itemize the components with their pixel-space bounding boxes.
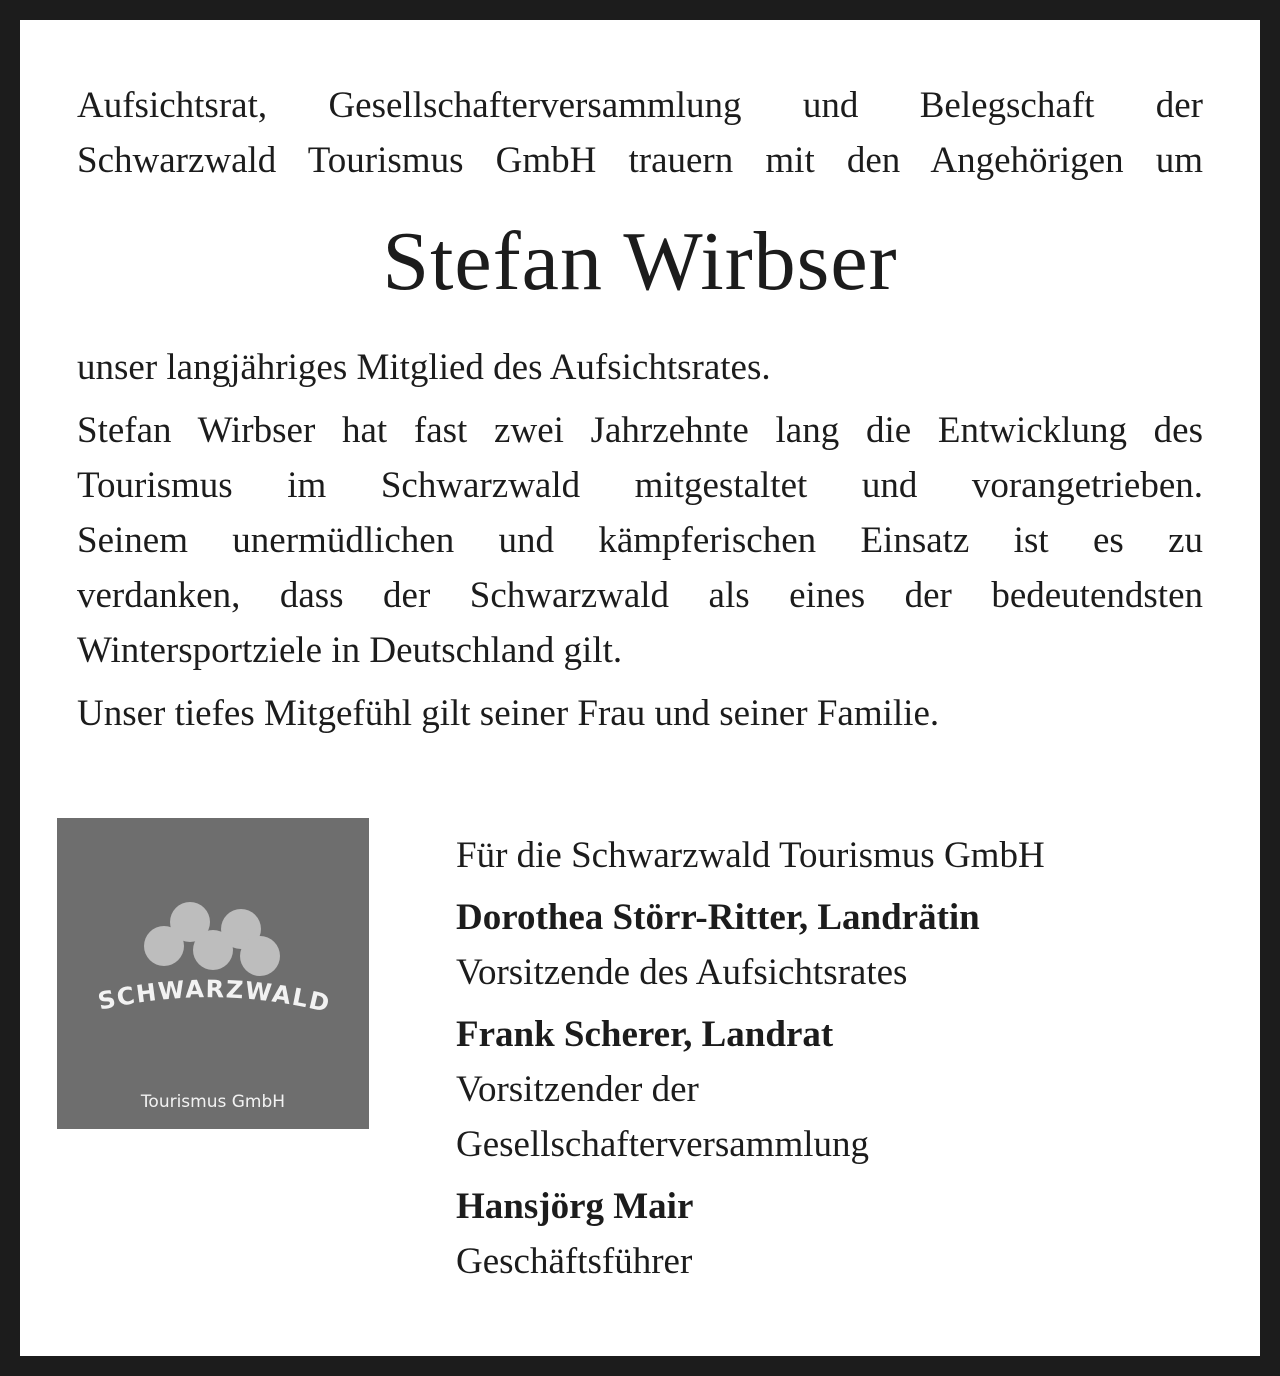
signer-name: Dorothea Störr-Ritter, Landrätin [456,897,980,938]
logo-subline: Tourismus GmbH [140,1092,286,1112]
condolence-line: Unser tiefes Mitgefühl gilt seiner Frau und seiner Familie. [77,693,940,734]
logo-balls [144,902,280,976]
intro-line: Aufsichtsrat, Gesellschafterversammlung und Belegschaft der [77,85,1203,126]
signer [456,890,1176,1000]
logo-wordmark-path: SCHWARZWALD [95,975,334,1019]
signer-name: Frank Scherer, Landrat [456,1014,834,1055]
schwarzwald-logo [57,818,369,1129]
intro-paragraph [77,78,1203,188]
tribute-line: Tourismus im Schwarzwald mitgestaltet und vorangetrieben. [77,465,1203,506]
tribute-line: Wintersportziele in Deutschland gilt. [77,630,623,671]
tribute-line: Seinem unermüdlichen und kämpferischen Einsatz ist es zu [77,520,1203,561]
tribute-paragraph [77,403,1203,678]
logo-ball [144,926,184,966]
schwarzwald-logo-graphic [57,818,369,1129]
on-behalf-line: Für die Schwarzwald Tourismus GmbH [456,835,1045,876]
signer-name: Hansjörg Mair [456,1186,694,1227]
role-line: unser langjähriges Mitglied des Aufsichtsrates. [77,347,771,388]
signer [456,1007,1176,1172]
tribute-line: verdanken, dass der Schwarzwald als eines der bedeutendsten [77,575,1203,616]
logo-ball [193,930,233,970]
intro-line: Schwarzwald Tourismus GmbH trauern mit den Angehörigen um [77,140,1203,181]
signer-title: Gesellschafterversammlung [456,1124,870,1165]
signer-title: Vorsitzende des Aufsichtsrates [456,952,908,993]
signers [456,818,1176,1289]
signer [456,1179,1176,1289]
tribute-line: Stefan Wirbser hat fast zwei Jahrzehnte lang die Entwicklung des [77,410,1203,451]
signer-title: Geschäftsführer [456,1241,693,1282]
logo-ball [240,936,280,976]
logo-wordmark [95,975,333,1018]
signer-title: Vorsitzender der [456,1069,699,1110]
deceased-name: Stefan Wirbser [382,215,898,308]
